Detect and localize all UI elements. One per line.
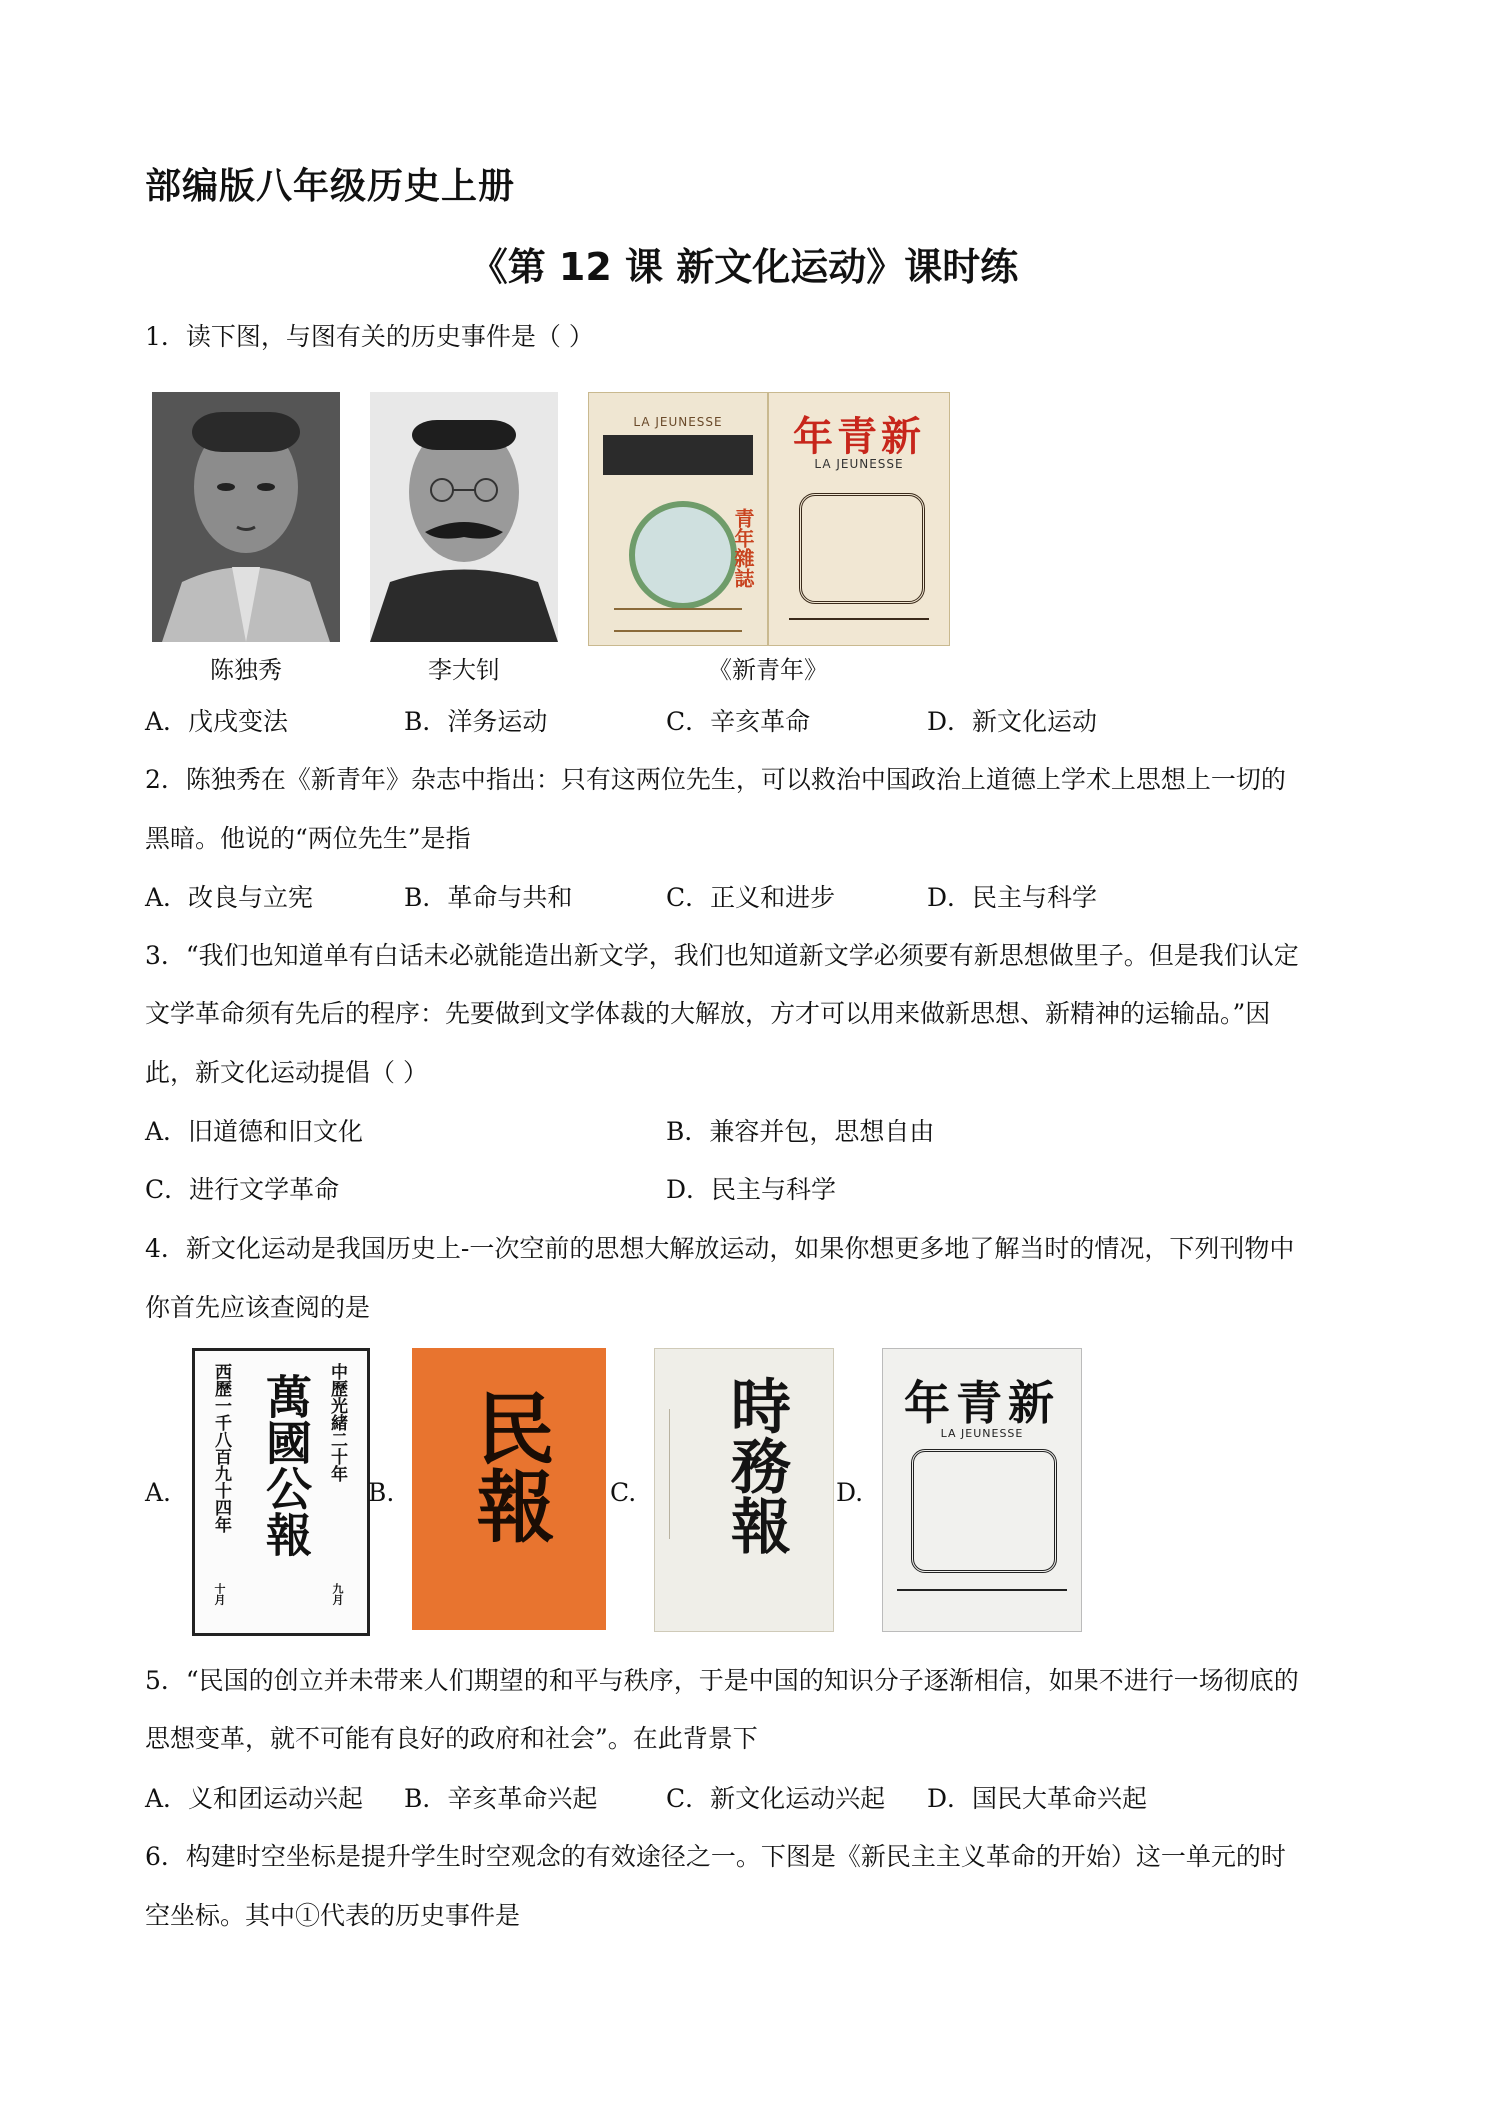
q5-option-b[interactable]: B．辛亥革命兴起	[404, 1784, 598, 1813]
minbao-image[interactable]	[412, 1348, 606, 1630]
q2-line-2: 黑暗。他说的“两位先生”是指	[145, 824, 471, 853]
shiwubao-title: 時務報	[721, 1375, 791, 1555]
new-youth-option-image[interactable]	[882, 1348, 1082, 1632]
q2-option-a[interactable]: A．改良与立宪	[145, 883, 314, 912]
q2-line-1: 2．陈独秀在《新青年》杂志中指出：只有这两位先生，可以救治中国政治上道德上学术上思想上一切的	[145, 765, 1286, 794]
q5-option-a[interactable]: A．义和团运动兴起	[145, 1784, 364, 1813]
silhouette-banner	[603, 435, 753, 475]
q3-option-c[interactable]: C．进行文学革命	[145, 1175, 340, 1204]
q3-line-2: 文学革命须有先后的程序：先要做到文学体裁的大解放，方才可以用来做新思想、新精神的运输品。”因	[145, 999, 1271, 1028]
new-youth-option-frame	[911, 1449, 1057, 1573]
q3-line-1: 3．“我们也知道单有白话未必就能造出新文学，我们也知道新文学必须要有新思想做里子。但是我们认定	[145, 941, 1299, 970]
caption-li-dazhao: 李大钊	[428, 656, 500, 684]
q1-option-a[interactable]: A．戊戌变法	[145, 707, 289, 736]
wanguo-gongbao-month-left: 十月	[213, 1583, 226, 1605]
shiwubao-image[interactable]	[654, 1348, 834, 1632]
wanguo-gongbao-month-right: 九月	[331, 1583, 344, 1605]
new-youth-option-rule	[897, 1589, 1067, 1591]
q3-option-a[interactable]: A．旧道德和旧文化	[145, 1117, 364, 1146]
shiwubao-side-text	[669, 1409, 704, 1539]
caption-new-youth: 《新青年》	[708, 656, 828, 684]
new-youth-cover-subtitle: LA JEUNESSE	[814, 457, 904, 471]
new-youth-option-subtitle: LA JEUNESSE	[940, 1427, 1024, 1440]
cover-ornament	[614, 608, 742, 632]
caption-chen-duxiu: 陈独秀	[210, 656, 282, 684]
q1-stem: 1．读下图，与图有关的历史事件是（ ）	[145, 322, 594, 351]
youth-magazine-vertical-title: 青年雜誌	[731, 508, 755, 588]
q2-option-d[interactable]: D．民主与科学	[927, 883, 1098, 912]
q6-line-2: 空坐标。其中①代表的历史事件是	[145, 1901, 521, 1930]
q4-option-d-label[interactable]: D.	[836, 1478, 864, 1507]
q4-option-c-label[interactable]: C.	[610, 1478, 637, 1507]
document-title: 部编版八年级历史上册	[145, 166, 516, 207]
wanguo-gongbao-image[interactable]	[192, 1348, 370, 1636]
chen-duxiu-photo	[152, 392, 340, 642]
q3-option-b[interactable]: B．兼容并包，思想自由	[666, 1117, 935, 1146]
q3-option-d[interactable]: D．民主与科学	[666, 1175, 837, 1204]
li-dazhao-photo	[370, 392, 558, 642]
lesson-title: 《第 12 课 新文化运动》课时练	[469, 245, 1019, 289]
cover-rule	[789, 618, 929, 620]
minbao-title: 民報	[463, 1388, 555, 1544]
q5-line-2: 思想变革，就不可能有良好的政府和社会”。在此背景下	[145, 1724, 758, 1753]
q3-line-3: 此，新文化运动提倡（ ）	[145, 1058, 428, 1087]
q2-option-b[interactable]: B．革命与共和	[404, 883, 573, 912]
youth-magazine-cover	[588, 392, 768, 646]
q4-line-1: 4．新文化运动是我国历史上-一次空前的思想大解放运动，如果你想更多地了解当时的情况，下列刊物中	[145, 1234, 1295, 1263]
youth-magazine-title: LA JEUNESSE	[633, 415, 723, 429]
cover-frame	[799, 493, 925, 604]
q4-option-a-label[interactable]: A.	[145, 1478, 172, 1507]
portrait-wreath	[629, 501, 737, 609]
wanguo-gongbao-title: 萬國公報	[259, 1373, 313, 1557]
q1-option-c[interactable]: C．辛亥革命	[666, 707, 811, 736]
q5-option-c[interactable]: C．新文化运动兴起	[666, 1784, 886, 1813]
q4-option-b-label[interactable]: B.	[368, 1478, 395, 1507]
q5-line-1: 5．“民国的创立并未带来人们期望的和平与秩序，于是中国的知识分子逐渐相信，如果不进行一场彻底的	[145, 1666, 1299, 1695]
q5-option-d[interactable]: D．国民大革命兴起	[927, 1784, 1148, 1813]
new-youth-cover	[768, 392, 950, 646]
q1-option-d[interactable]: D．新文化运动	[927, 707, 1098, 736]
new-youth-option-title: 年青新	[904, 1376, 1060, 1430]
wanguo-gongbao-date-left: 西歷一千八百九十四年	[211, 1363, 231, 1533]
new-youth-cover-title: 年青新	[793, 414, 925, 460]
q1-option-b[interactable]: B．洋务运动	[404, 707, 548, 736]
wanguo-gongbao-date-right: 中歷光緒二十年	[327, 1363, 347, 1482]
q2-option-c[interactable]: C．正义和进步	[666, 883, 836, 912]
q6-line-1: 6．构建时空坐标是提升学生时空观念的有效途径之一。下图是《新民主主义革命的开始）这一单元的时	[145, 1842, 1286, 1871]
q4-line-2: 你首先应该查阅的是	[145, 1293, 371, 1322]
